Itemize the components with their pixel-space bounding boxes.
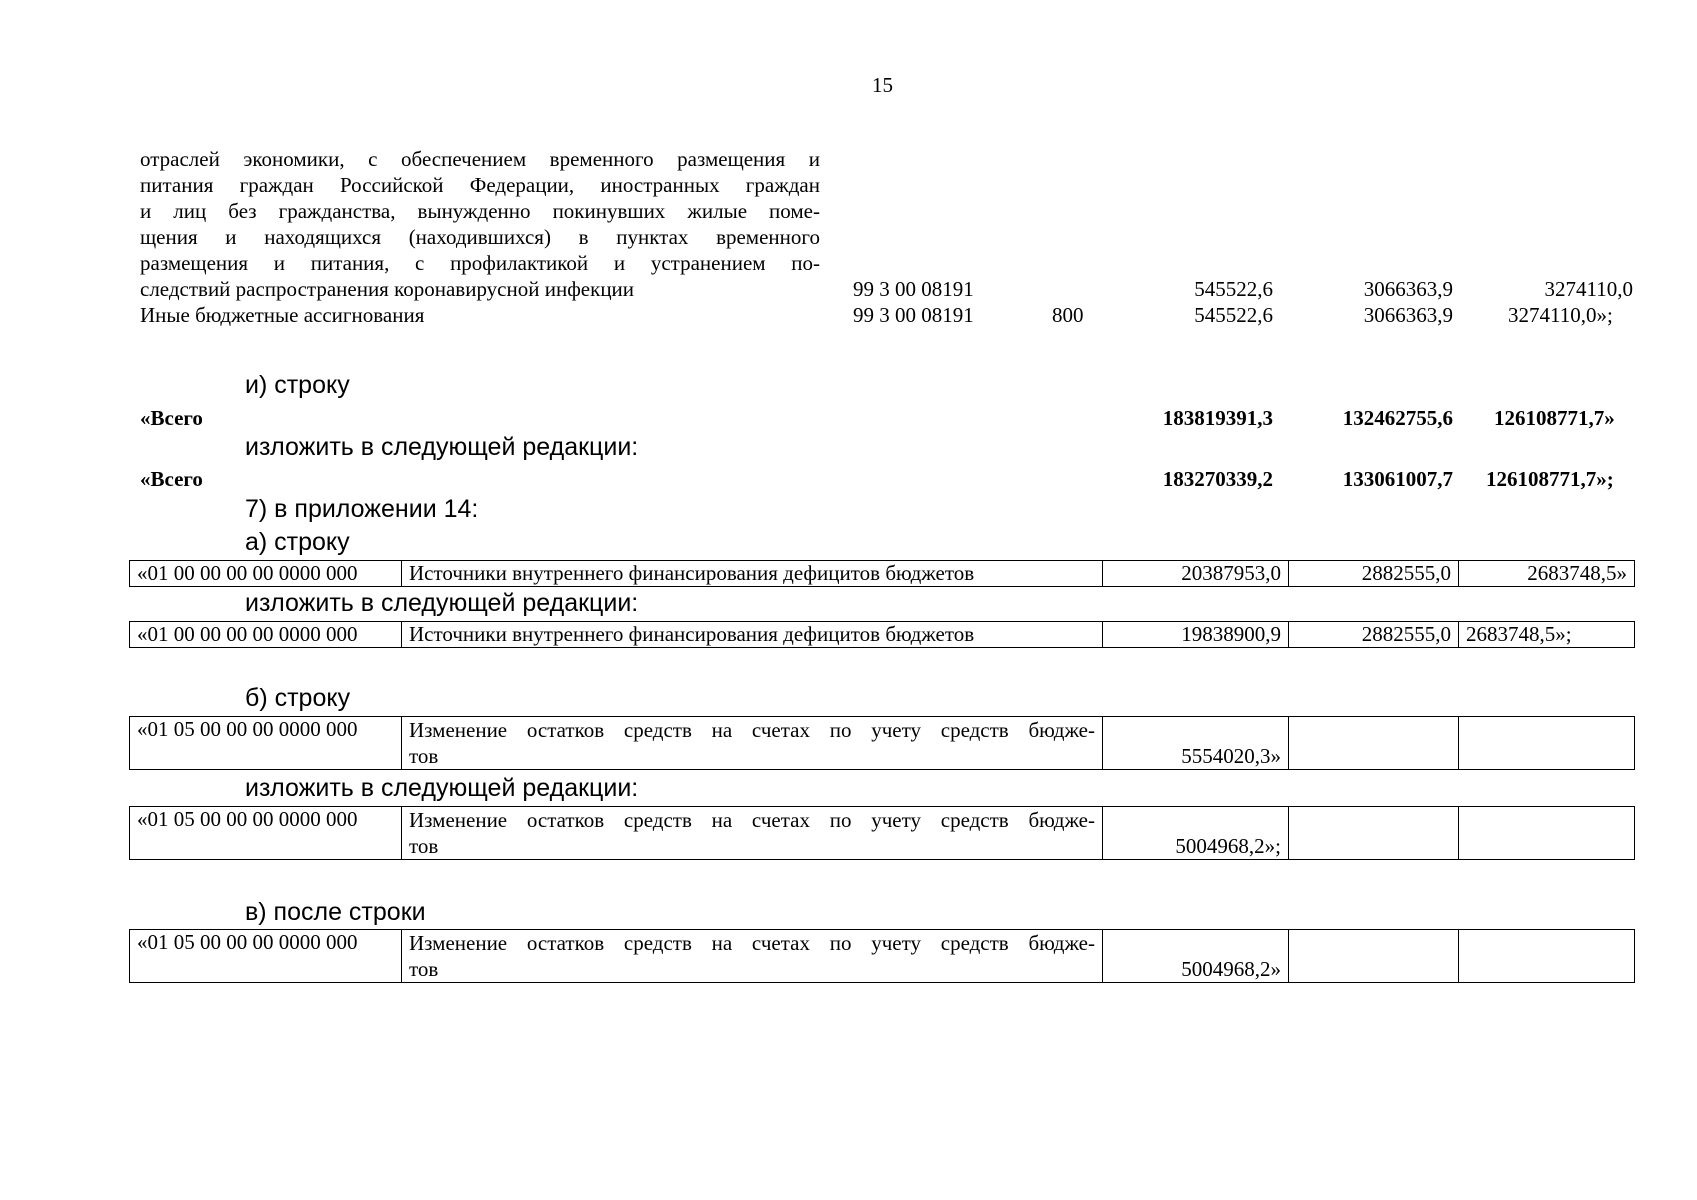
table-row-v xyxy=(129,929,1635,983)
replace-heading: изложить в следующей редакции: xyxy=(245,589,639,617)
cell-value-2 xyxy=(1289,807,1459,860)
cell-name-line: Изменение остатков средств на счетах по учету средств бюдже- xyxy=(409,808,1095,832)
cell-value-1: 20387953,0 xyxy=(1103,561,1289,587)
text-line: следствий распространения коронавирусной инфекции xyxy=(140,277,635,301)
cell-name xyxy=(402,930,1103,983)
page-number: 15 xyxy=(872,73,893,97)
total-value-2: 133061007,7 xyxy=(1342,467,1453,491)
cell-value-3 xyxy=(1459,717,1635,770)
row-code: 99 3 00 08191 xyxy=(853,277,974,301)
cell-value-3: 2683748,5»; xyxy=(1459,622,1635,648)
row-value-1: 545522,6 xyxy=(1194,303,1273,327)
cell-value-2 xyxy=(1289,930,1459,983)
cell-value-1: 5004968,2» xyxy=(1103,930,1289,983)
total-value-2: 132462755,6 xyxy=(1342,406,1453,430)
row-value-3: 3274110,0 xyxy=(1544,277,1633,301)
cell-name-line: тов xyxy=(409,957,439,981)
table-row xyxy=(130,807,1635,860)
cell-value-2: 2882555,0 xyxy=(1289,622,1459,648)
cell-value-1: 5554020,3» xyxy=(1103,717,1289,770)
cell-code: «01 05 00 00 00 0000 000 xyxy=(130,717,402,770)
row-value-1: 545522,6 xyxy=(1194,277,1273,301)
cell-value-3 xyxy=(1459,807,1635,860)
cell-value-3: 2683748,5» xyxy=(1459,561,1635,587)
total-value-3: 126108771,7» xyxy=(1494,406,1615,430)
table-row xyxy=(130,622,1635,648)
replace-heading: изложить в следующей редакции: xyxy=(245,774,639,802)
section-heading: б) строку xyxy=(245,684,351,712)
text-line: отраслей экономики, с обеспечением временного размещения и xyxy=(140,147,820,171)
row-label: Иные бюджетные ассигнования xyxy=(140,303,425,327)
section-heading: и) строку xyxy=(245,371,350,399)
text-line: и лиц без гражданства, вынужденно покинувших жилые поме- xyxy=(140,199,820,223)
cell-code: «01 05 00 00 00 0000 000 xyxy=(130,930,402,983)
cell-name-line: тов xyxy=(409,834,439,858)
total-value-3: 126108771,7»; xyxy=(1486,467,1614,491)
text-line: размещения и питания, с профилактикой и устранением по- xyxy=(140,251,820,275)
replace-heading: изложить в следующей редакции: xyxy=(245,433,639,461)
cell-name: Источники внутреннего финансирования дефицитов бюджетов xyxy=(402,622,1103,648)
row-code: 99 3 00 08191 xyxy=(853,303,974,327)
cell-name-line: тов xyxy=(409,744,439,768)
table-row xyxy=(130,930,1635,983)
row-type: 800 xyxy=(1052,303,1084,327)
cell-value-1: 19838900,9 xyxy=(1103,622,1289,648)
cell-name: Источники внутреннего финансирования дефицитов бюджетов xyxy=(402,561,1103,587)
cell-value-2: 2882555,0 xyxy=(1289,561,1459,587)
table-old-row-b xyxy=(129,716,1635,770)
cell-name xyxy=(402,807,1103,860)
table-row xyxy=(130,717,1635,770)
table-new-row-b xyxy=(129,806,1635,860)
cell-value-2 xyxy=(1289,717,1459,770)
table-new-row-a xyxy=(129,621,1635,648)
row-value-2: 3066363,9 xyxy=(1363,277,1453,301)
cell-name-line: Изменение остатков средств на счетах по учету средств бюдже- xyxy=(409,931,1095,955)
cell-code: «01 00 00 00 00 0000 000 xyxy=(130,622,402,648)
total-label: «Всего xyxy=(140,467,203,491)
text-line: питания граждан Российской Федерации, иностранных граждан xyxy=(140,173,820,197)
cell-code: «01 00 00 00 00 0000 000 xyxy=(130,561,402,587)
total-label: «Всего xyxy=(140,406,203,430)
cell-value-3 xyxy=(1459,930,1635,983)
cell-name xyxy=(402,717,1103,770)
cell-name-line: Изменение остатков средств на счетах по учету средств бюдже- xyxy=(409,718,1095,742)
total-value-1: 183270339,2 xyxy=(1162,467,1273,491)
cell-code: «01 05 00 00 00 0000 000 xyxy=(130,807,402,860)
section-heading: а) строку xyxy=(245,528,350,556)
appendix-heading: 7) в приложении 14: xyxy=(245,495,479,523)
table-old-row-a xyxy=(129,560,1635,587)
row-value-2: 3066363,9 xyxy=(1363,303,1453,327)
row-value-3: 3274110,0»; xyxy=(1508,303,1613,327)
table-row xyxy=(130,561,1635,587)
cell-value-1: 5004968,2»; xyxy=(1103,807,1289,860)
total-value-1: 183819391,3 xyxy=(1162,406,1273,430)
section-heading: в) после строки xyxy=(245,898,426,926)
text-line: щения и находящихся (находившихся) в пунктах временного xyxy=(140,225,820,249)
